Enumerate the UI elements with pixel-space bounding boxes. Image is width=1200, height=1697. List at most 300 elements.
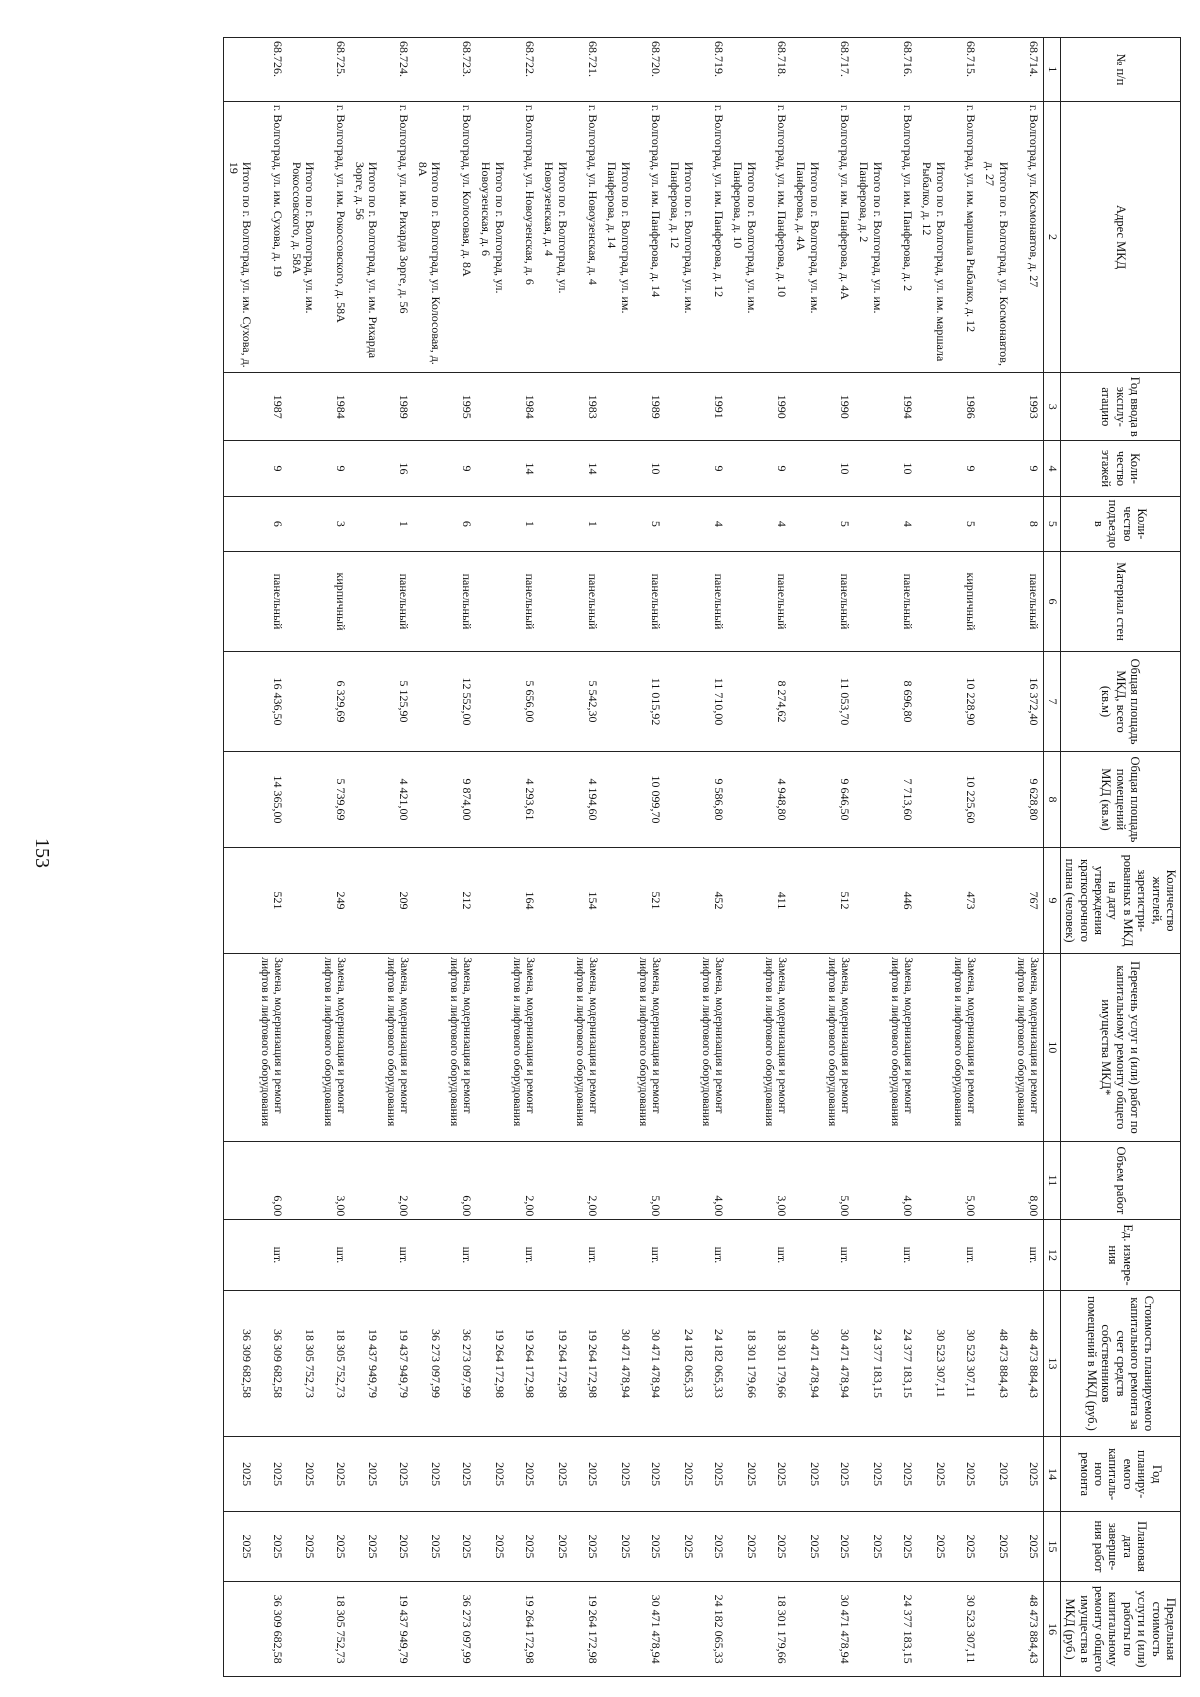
- empty-cell: [223, 652, 255, 752]
- empty-cell: [223, 441, 255, 496]
- table-row: [318, 38, 349, 1677]
- empty-cell: [854, 1220, 886, 1290]
- empty-cell: [728, 954, 760, 1141]
- floors: 14: [508, 441, 539, 496]
- empty-cell: [350, 552, 382, 652]
- entrances: 1: [508, 496, 539, 551]
- premises-area: 4 948,80: [760, 752, 791, 848]
- residents: 473: [949, 847, 980, 953]
- work-volume: 5,00: [823, 1141, 854, 1220]
- empty-cell: [728, 1141, 760, 1220]
- column-header: Коли-чество подъездо в: [1061, 496, 1181, 551]
- empty-cell: [539, 552, 571, 652]
- premises-area: 7 713,60: [886, 752, 917, 848]
- empty-cell: [917, 954, 949, 1141]
- empty-cell: [223, 954, 255, 1141]
- work-description: Замена, модернизация и ремонт лифтов и лифтового оборудования: [949, 954, 980, 1141]
- empty-cell: [917, 847, 949, 953]
- work-volume: 5,00: [634, 1141, 665, 1220]
- floors: 10: [823, 441, 854, 496]
- premises-area: 9 646,50: [823, 752, 854, 848]
- empty-cell: [602, 1220, 634, 1290]
- empty-cell: [665, 38, 697, 102]
- empty-cell: [728, 847, 760, 953]
- repair-cost: 30 471 478,94: [823, 1290, 854, 1437]
- total-end-date: 2025: [602, 1511, 634, 1581]
- max-cost: 24 182 065,33: [697, 1582, 728, 1677]
- column-header: Предельная стоимость услуги и (или) работы по капитальному ремонту общего имущества в МКД (руб.): [1061, 1582, 1181, 1677]
- total-area: 6 329,69: [318, 652, 349, 752]
- empty-cell: [413, 1141, 445, 1220]
- repair-cost: 24 182 065,33: [697, 1290, 728, 1437]
- empty-cell: [917, 752, 949, 848]
- empty-cell: [917, 1582, 949, 1677]
- empty-cell: [728, 652, 760, 752]
- row-number: 68.723.: [444, 38, 475, 102]
- column-number: 15: [1044, 1511, 1061, 1581]
- empty-cell: [980, 441, 1012, 496]
- end-date: 2025: [255, 1511, 286, 1581]
- residents: 452: [697, 847, 728, 953]
- residents: 512: [823, 847, 854, 953]
- repair-cost: 36 309 682,58: [255, 1290, 286, 1437]
- unit: шт.: [508, 1220, 539, 1290]
- column-header: Общая площадь МКД, всего (кв.м): [1061, 652, 1181, 752]
- empty-cell: [413, 38, 445, 102]
- total-label: Итого по г. Волгоград, ул. им. Панферова, д. 4А: [791, 101, 823, 372]
- empty-cell: [539, 1582, 571, 1677]
- premises-area: 5 739,69: [318, 752, 349, 848]
- planned-year: 2025: [255, 1437, 286, 1512]
- empty-cell: [350, 847, 382, 953]
- total-label: Итого по г. Волгоград, ул. им. Рихарда Зорге, д. 56: [350, 101, 382, 372]
- row-number: 68.721.: [571, 38, 602, 102]
- column-header: Количество жителей, зарегистри-рованных в МКД на дату утверждения краткосрочного плана (человек): [1061, 847, 1181, 953]
- empty-cell: [791, 1220, 823, 1290]
- wall-material: панельный: [697, 552, 728, 652]
- empty-cell: [350, 1220, 382, 1290]
- address: г. Волгоград, ул. им. Рокоссовского, д. 58А: [318, 101, 349, 372]
- empty-cell: [413, 847, 445, 953]
- empty-cell: [350, 496, 382, 551]
- total-label: Итого по г. Волгоград, ул. им. Сухова, д. 19: [223, 101, 255, 372]
- premises-area: 9 628,80: [1012, 752, 1044, 848]
- address: г. Волгоград, ул. Космонавтов, д. 27: [1012, 101, 1044, 372]
- entrances: 1: [571, 496, 602, 551]
- empty-cell: [980, 954, 1012, 1141]
- empty-cell: [665, 552, 697, 652]
- unit: шт.: [760, 1220, 791, 1290]
- unit: шт.: [949, 1220, 980, 1290]
- column-header: Год ввода в эксплу-атацию: [1061, 373, 1181, 441]
- total-area: 11 015,92: [634, 652, 665, 752]
- empty-cell: [602, 652, 634, 752]
- end-date: 2025: [381, 1511, 412, 1581]
- max-cost: 30 471 478,94: [634, 1582, 665, 1677]
- address: г. Волгоград, ул. Новоузенская, д. 6: [508, 101, 539, 372]
- empty-cell: [476, 496, 508, 551]
- total-label: Итого по г. Волгоград, ул. Космонавтов, д. 27: [980, 101, 1012, 372]
- column-header: Ед. измере-ния: [1061, 1220, 1181, 1290]
- end-date: 2025: [760, 1511, 791, 1581]
- table-row: [697, 38, 728, 1677]
- total-end-date: 2025: [413, 1511, 445, 1581]
- empty-cell: [854, 441, 886, 496]
- empty-cell: [223, 496, 255, 551]
- empty-cell: [476, 38, 508, 102]
- empty-cell: [728, 441, 760, 496]
- empty-cell: [476, 1582, 508, 1677]
- empty-cell: [476, 847, 508, 953]
- floors: 9: [255, 441, 286, 496]
- repair-cost: 19 437 949,79: [381, 1290, 412, 1437]
- table-row: [1012, 38, 1044, 1677]
- residents: 446: [886, 847, 917, 953]
- floors: 9: [444, 441, 475, 496]
- empty-cell: [791, 496, 823, 551]
- empty-cell: [287, 496, 319, 551]
- table-row: [571, 38, 602, 1677]
- empty-cell: [350, 1141, 382, 1220]
- empty-cell: [413, 441, 445, 496]
- total-end-date: 2025: [665, 1511, 697, 1581]
- max-cost: 30 523 307,11: [949, 1582, 980, 1677]
- total-area: 5 542,30: [571, 652, 602, 752]
- work-volume: 3,00: [318, 1141, 349, 1220]
- total-end-date: 2025: [917, 1511, 949, 1581]
- column-header: Общая площадь помещений МКД (кв.м): [1061, 752, 1181, 848]
- total-end-date: 2025: [476, 1511, 508, 1581]
- premises-area: 4 293,61: [508, 752, 539, 848]
- column-header: Плановая дата заверше-ния работ: [1061, 1511, 1181, 1581]
- empty-cell: [602, 496, 634, 551]
- entrances: 1: [381, 496, 412, 551]
- total-row: [728, 38, 760, 1677]
- residents: 164: [508, 847, 539, 953]
- empty-cell: [665, 1220, 697, 1290]
- entrances: 6: [255, 496, 286, 551]
- wall-material: панельный: [444, 552, 475, 652]
- table-row: [949, 38, 980, 1677]
- total-end-date: 2025: [539, 1511, 571, 1581]
- repair-cost: 24 377 183,15: [886, 1290, 917, 1437]
- total-year: 2025: [413, 1437, 445, 1512]
- total-area: 16 372,40: [1012, 652, 1044, 752]
- table-row: [634, 38, 665, 1677]
- planned-year: 2025: [760, 1437, 791, 1512]
- empty-cell: [917, 38, 949, 102]
- empty-cell: [791, 441, 823, 496]
- planned-year: 2025: [886, 1437, 917, 1512]
- total-year: 2025: [980, 1437, 1012, 1512]
- empty-cell: [539, 373, 571, 441]
- empty-cell: [602, 1141, 634, 1220]
- column-number: 9: [1044, 847, 1061, 953]
- end-date: 2025: [886, 1511, 917, 1581]
- empty-cell: [602, 38, 634, 102]
- entrances: 5: [949, 496, 980, 551]
- repair-cost: 19 264 172,98: [508, 1290, 539, 1437]
- commission-year: 1989: [634, 373, 665, 441]
- work-volume: 4,00: [697, 1141, 728, 1220]
- empty-cell: [476, 552, 508, 652]
- empty-cell: [350, 752, 382, 848]
- total-end-date: 2025: [287, 1511, 319, 1581]
- table-header: [1044, 38, 1181, 1677]
- commission-year: 1994: [886, 373, 917, 441]
- total-year: 2025: [223, 1437, 255, 1512]
- empty-cell: [791, 954, 823, 1141]
- row-number: 68.720.: [634, 38, 665, 102]
- planned-year: 2025: [444, 1437, 475, 1512]
- total-label: Итого по г. Волгоград, ул. им. Панферова, д. 2: [854, 101, 886, 372]
- empty-cell: [728, 38, 760, 102]
- total-cost: 48 473 884,43: [980, 1290, 1012, 1437]
- address: г. Волгоград, ул. им. Панферова, д. 14: [634, 101, 665, 372]
- max-cost: 19 264 172,98: [571, 1582, 602, 1677]
- table-row: [823, 38, 854, 1677]
- empty-cell: [602, 552, 634, 652]
- empty-cell: [917, 1220, 949, 1290]
- empty-cell: [413, 954, 445, 1141]
- repair-cost: 30 523 307,11: [949, 1290, 980, 1437]
- floors: 9: [949, 441, 980, 496]
- total-area: 11 710,00: [697, 652, 728, 752]
- total-end-date: 2025: [223, 1511, 255, 1581]
- row-number: 68.717.: [823, 38, 854, 102]
- empty-cell: [791, 652, 823, 752]
- empty-cell: [287, 1220, 319, 1290]
- empty-cell: [917, 373, 949, 441]
- empty-cell: [665, 847, 697, 953]
- entrances: 8: [1012, 496, 1044, 551]
- total-cost: 30 471 478,94: [791, 1290, 823, 1437]
- unit: шт.: [255, 1220, 286, 1290]
- column-number: 4: [1044, 441, 1061, 496]
- empty-cell: [476, 752, 508, 848]
- total-row: [539, 38, 571, 1677]
- work-volume: 4,00: [886, 1141, 917, 1220]
- address: г. Волгоград, ул. им. Сухова, д. 19: [255, 101, 286, 372]
- address: г. Волгоград, ул. им. Панферова, д. 4А: [823, 101, 854, 372]
- empty-cell: [665, 652, 697, 752]
- unit: шт.: [886, 1220, 917, 1290]
- empty-cell: [728, 1220, 760, 1290]
- address: г. Волгоград, ул. Колосовая, д. 8А: [444, 101, 475, 372]
- planned-year: 2025: [508, 1437, 539, 1512]
- wall-material: панельный: [571, 552, 602, 652]
- residents: 212: [444, 847, 475, 953]
- total-label: Итого по г. Волгоград, ул. Новоузенская, д. 6: [476, 101, 508, 372]
- empty-cell: [980, 552, 1012, 652]
- empty-cell: [539, 847, 571, 953]
- work-description: Замена, модернизация и ремонт лифтов и лифтового оборудования: [508, 954, 539, 1141]
- commission-year: 1990: [823, 373, 854, 441]
- total-label: Итого по г. Волгоград, ул. им. Рокоссовского, д. 58А: [287, 101, 319, 372]
- max-cost: 30 471 478,94: [823, 1582, 854, 1677]
- unit: шт.: [381, 1220, 412, 1290]
- column-number: 7: [1044, 652, 1061, 752]
- empty-cell: [287, 373, 319, 441]
- empty-cell: [980, 496, 1012, 551]
- address: г. Волгоград, ул. им. Панферова, д. 10: [760, 101, 791, 372]
- work-volume: 6,00: [255, 1141, 286, 1220]
- address: г. Волгоград, ул. Новоузенская, д. 4: [571, 101, 602, 372]
- empty-cell: [665, 496, 697, 551]
- unit: шт.: [697, 1220, 728, 1290]
- row-number: 68.726.: [255, 38, 286, 102]
- total-row: [791, 38, 823, 1677]
- work-volume: 6,00: [444, 1141, 475, 1220]
- empty-cell: [602, 1582, 634, 1677]
- empty-cell: [602, 752, 634, 848]
- planned-year: 2025: [949, 1437, 980, 1512]
- wall-material: панельный: [634, 552, 665, 652]
- end-date: 2025: [823, 1511, 854, 1581]
- repair-cost: 18 305 752,73: [318, 1290, 349, 1437]
- empty-cell: [665, 373, 697, 441]
- work-volume: 8,00: [1012, 1141, 1044, 1220]
- total-year: 2025: [539, 1437, 571, 1512]
- work-description: Замена, модернизация и ремонт лифтов и лифтового оборудования: [697, 954, 728, 1141]
- empty-cell: [665, 441, 697, 496]
- table-row: [255, 38, 286, 1677]
- wall-material: панельный: [381, 552, 412, 652]
- column-number-row: [1044, 38, 1061, 1677]
- empty-cell: [728, 552, 760, 652]
- empty-cell: [665, 1582, 697, 1677]
- column-header: Адрес МКД: [1061, 101, 1181, 372]
- premises-area: 10 099,70: [634, 752, 665, 848]
- empty-cell: [602, 441, 634, 496]
- end-date: 2025: [508, 1511, 539, 1581]
- table-row: [381, 38, 412, 1677]
- floors: 16: [381, 441, 412, 496]
- work-volume: 2,00: [381, 1141, 412, 1220]
- total-cost: 19 264 172,98: [539, 1290, 571, 1437]
- planned-year: 2025: [381, 1437, 412, 1512]
- empty-cell: [287, 1141, 319, 1220]
- empty-cell: [350, 652, 382, 752]
- max-cost: 18 301 179,66: [760, 1582, 791, 1677]
- repair-cost: 48 473 884,43: [1012, 1290, 1044, 1437]
- max-cost: 24 377 183,15: [886, 1582, 917, 1677]
- total-cost: 18 305 752,73: [287, 1290, 319, 1437]
- residents: 767: [1012, 847, 1044, 953]
- empty-cell: [539, 752, 571, 848]
- total-label: Итого по г. Волгоград, ул. Колосовая, д. 8А: [413, 101, 445, 372]
- entrances: 4: [760, 496, 791, 551]
- empty-cell: [854, 954, 886, 1141]
- column-number: 5: [1044, 496, 1061, 551]
- column-number: 6: [1044, 552, 1061, 652]
- unit: шт.: [823, 1220, 854, 1290]
- column-header: Перечень услуг и (или) работ по капитальному ремонту общего имущества МКД*: [1061, 954, 1181, 1141]
- total-cost: 19 264 172,98: [476, 1290, 508, 1437]
- total-area: 11 053,70: [823, 652, 854, 752]
- empty-cell: [476, 954, 508, 1141]
- planned-year: 2025: [634, 1437, 665, 1512]
- total-area: 8 274,62: [760, 652, 791, 752]
- empty-cell: [350, 38, 382, 102]
- end-date: 2025: [318, 1511, 349, 1581]
- total-row: [223, 38, 255, 1677]
- row-number: 68.715.: [949, 38, 980, 102]
- empty-cell: [917, 552, 949, 652]
- empty-cell: [980, 847, 1012, 953]
- wall-material: кирпичный: [318, 552, 349, 652]
- end-date: 2025: [949, 1511, 980, 1581]
- residents: 521: [255, 847, 286, 953]
- total-year: 2025: [917, 1437, 949, 1512]
- empty-cell: [980, 752, 1012, 848]
- total-cost: 19 437 949,79: [350, 1290, 382, 1437]
- commission-year: 1989: [381, 373, 412, 441]
- planned-year: 2025: [571, 1437, 602, 1512]
- empty-cell: [287, 652, 319, 752]
- floors: 10: [886, 441, 917, 496]
- entrances: 5: [823, 496, 854, 551]
- empty-cell: [602, 847, 634, 953]
- planned-year: 2025: [318, 1437, 349, 1512]
- empty-cell: [854, 373, 886, 441]
- floors: 14: [571, 441, 602, 496]
- empty-cell: [854, 496, 886, 551]
- address: г. Волгоград, ул. им. Панферова, д. 12: [697, 101, 728, 372]
- total-cost: 24 182 065,33: [665, 1290, 697, 1437]
- column-header: Стоимость планируемого капитального ремонта за счет средств собственников помещений в МКД (руб.): [1061, 1290, 1181, 1437]
- column-header: № п/п: [1061, 38, 1181, 102]
- column-number: 2: [1044, 101, 1061, 372]
- empty-cell: [539, 1220, 571, 1290]
- work-description: Замена, модернизация и ремонт лифтов и лифтового оборудования: [255, 954, 286, 1141]
- entrances: 3: [318, 496, 349, 551]
- premises-area: 9 874,00: [444, 752, 475, 848]
- floors: 9: [1012, 441, 1044, 496]
- residents: 154: [571, 847, 602, 953]
- end-date: 2025: [634, 1511, 665, 1581]
- total-area: 16 436,50: [255, 652, 286, 752]
- column-header: Объем работ: [1061, 1141, 1181, 1220]
- empty-cell: [980, 373, 1012, 441]
- planned-year: 2025: [697, 1437, 728, 1512]
- unit: шт.: [571, 1220, 602, 1290]
- column-header: Коли-чество этажей: [1061, 441, 1181, 496]
- column-number: 11: [1044, 1141, 1061, 1220]
- commission-year: 1990: [760, 373, 791, 441]
- total-row: [917, 38, 949, 1677]
- empty-cell: [287, 552, 319, 652]
- empty-cell: [728, 496, 760, 551]
- max-cost: 36 273 097,99: [444, 1582, 475, 1677]
- total-year: 2025: [350, 1437, 382, 1512]
- column-number: 14: [1044, 1437, 1061, 1512]
- empty-cell: [602, 373, 634, 441]
- row-number: 68.719.: [697, 38, 728, 102]
- premises-area: 14 365,00: [255, 752, 286, 848]
- empty-cell: [791, 373, 823, 441]
- residents: 209: [381, 847, 412, 953]
- residents: 411: [760, 847, 791, 953]
- planned-year: 2025: [1012, 1437, 1044, 1512]
- unit: шт.: [634, 1220, 665, 1290]
- total-year: 2025: [791, 1437, 823, 1512]
- empty-cell: [791, 1141, 823, 1220]
- floors: 9: [697, 441, 728, 496]
- floors: 9: [760, 441, 791, 496]
- residents: 521: [634, 847, 665, 953]
- repair-cost: 19 264 172,98: [571, 1290, 602, 1437]
